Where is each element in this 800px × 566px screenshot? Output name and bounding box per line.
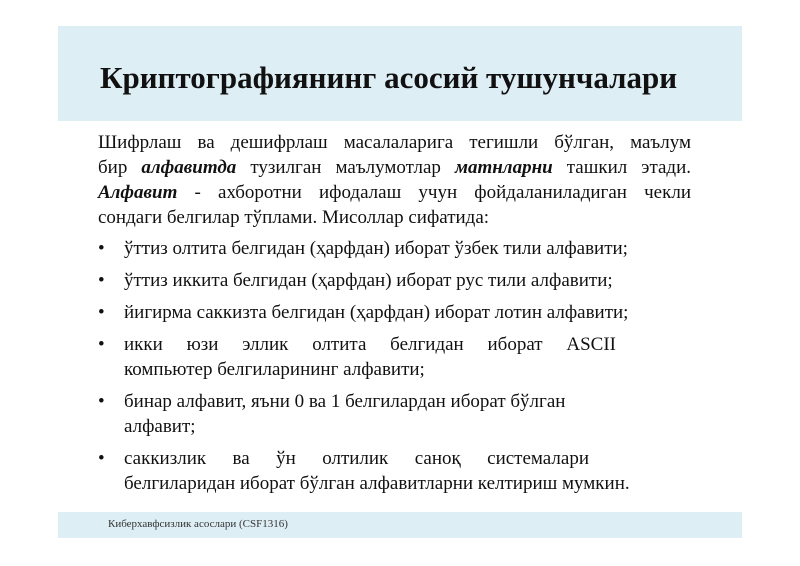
text-run: ташкил этади. xyxy=(552,157,691,178)
bullet-icon: • xyxy=(98,238,105,259)
text-run: бир xyxy=(98,157,142,178)
list-item-text: ўттиз олтита белгидан (ҳарфдан) иборат ўзбек тили алфавити; xyxy=(124,238,628,259)
list-item-text: бинар алфавит, яъни 0 ва 1 белгилардан иборат бўлган xyxy=(124,391,566,412)
bullet-list xyxy=(98,236,691,496)
bullet-icon: • xyxy=(98,302,105,323)
bullet-icon: • xyxy=(98,448,105,469)
bullet-icon: • xyxy=(98,391,105,412)
text-run: - ахборотни ифодалаш учун фойдаланиладиган чекли xyxy=(177,182,691,203)
paragraph-line-2 xyxy=(98,155,691,180)
term-alphabet: Алфавит xyxy=(98,182,178,203)
list-item xyxy=(98,446,691,496)
list-item xyxy=(98,389,691,439)
bullet-icon: • xyxy=(98,270,105,291)
text-run: тузилган маълумотлар xyxy=(236,157,455,178)
paragraph-line-1: Шифрлаш ва дешифрлаш масалаларига тегишли бўлган, маълум xyxy=(98,132,691,153)
list-item xyxy=(98,236,691,261)
term-alphabet-in: алфавитда xyxy=(141,157,237,178)
list-item-text: икки юзи эллик олтита белгидан иборат ASCII xyxy=(124,334,616,355)
list-item-text: саккизлик ва ўн олтилик саноқ системалари xyxy=(124,448,589,469)
intro-paragraph xyxy=(98,130,691,230)
paragraph-line-3 xyxy=(98,180,691,205)
list-item-text: алфавит; xyxy=(124,416,196,437)
slide-title: Криптографиянинг асосий тушунчалари xyxy=(100,60,678,95)
slide-content xyxy=(98,130,691,503)
list-item xyxy=(98,268,691,293)
term-texts: матнларни xyxy=(454,157,553,178)
list-item-text: йигирма саккизта белгидан (ҳарфдан) иборат лотин алфавити; xyxy=(124,302,629,323)
list-item-text: ўттиз иккита белгидан (ҳарфдан) иборат рус тили алфавити; xyxy=(124,270,613,291)
list-item xyxy=(98,300,691,325)
paragraph-line-4: сондаги белгилар тўплами. Мисоллар сифатида: xyxy=(98,207,490,228)
footer-text: Киберхавфсизлик асослари (CSF1316) xyxy=(108,518,288,530)
list-item xyxy=(98,332,691,382)
list-item-text: белгиларидан иборат бўлган алфавитларни келтириш мумкин. xyxy=(124,473,630,494)
bullet-icon: • xyxy=(98,334,105,355)
list-item-text: компьютер белгиларининг алфавити; xyxy=(124,359,425,380)
